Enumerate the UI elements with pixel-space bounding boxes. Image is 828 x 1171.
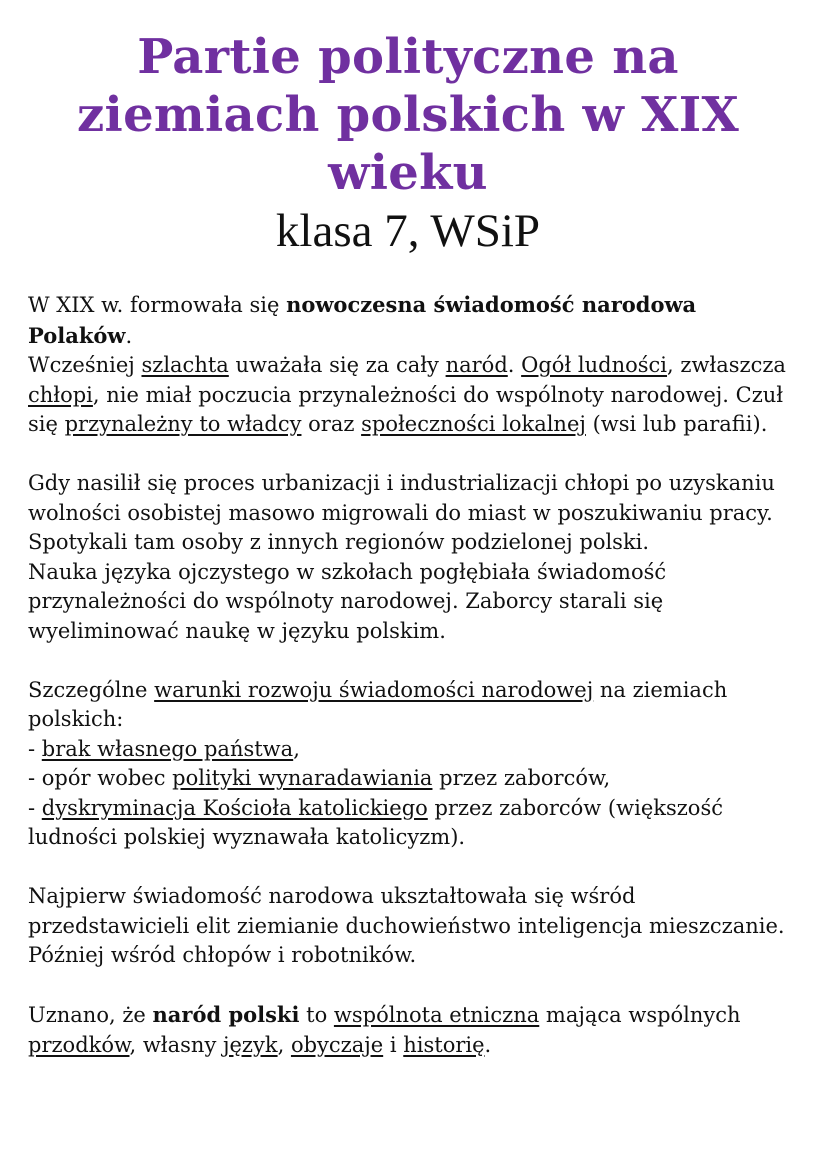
text-segment: . — [484, 1032, 492, 1057]
paragraph-spacer — [28, 440, 788, 470]
text-segment: przez zaborców, — [432, 766, 611, 790]
underlined-term: język — [222, 1032, 278, 1057]
text-segment: Wcześniej — [28, 353, 142, 377]
list-item — [28, 794, 788, 853]
paragraph-language: Nauka języka ojczystego w szkołach pogłębiała świadomość przynależności do wspólnoty narodowej. Zaborcy starali się wyeliminować naukę w języku polskim. — [28, 559, 667, 643]
text-segment: , zwłaszcza — [667, 353, 786, 377]
underlined-term: naród — [445, 353, 508, 377]
page-title — [28, 28, 788, 202]
underlined-term: społeczności lokalnej — [361, 412, 586, 436]
list-item — [28, 735, 788, 765]
underlined-term: wspólnota etniczna — [333, 1003, 540, 1027]
text-segment: Szczególne — [28, 677, 155, 702]
text-segment: przez zaborców (większość ludności polskiej wyznawała katolicyzm). — [28, 795, 723, 849]
text-segment: Uznano, że — [28, 1003, 153, 1027]
text-segment: - — [28, 736, 42, 761]
paragraph-elites: Najpierw świadomość narodowa ukształtowała się wśród przedstawicieli elit ziemianie duchowieństwo inteligencja mieszczanie. Później wśród chłopów i robotników. — [28, 884, 785, 967]
text-segment: oraz — [301, 412, 362, 436]
underlined-term: warunki rozwoju świadomości narodowej — [154, 677, 594, 702]
text-segment: na ziemiach polskich: — [28, 677, 728, 731]
underlined-term: dyskryminacja Kościoła katolickiego — [41, 795, 428, 820]
paragraph-intro — [28, 290, 788, 351]
underlined-term: polityki wynaradawiania — [172, 766, 433, 790]
title-line-1: Partie polityczne na — [137, 29, 679, 85]
text-segment: mająca wspólnych — [539, 1003, 741, 1027]
paragraph-earlier — [28, 351, 788, 440]
paragraph-spacer — [28, 646, 788, 676]
paragraph-spacer — [28, 853, 788, 883]
text-segment: (wsi lub parafii). — [585, 412, 768, 436]
bold-phrase: naród polski — [152, 1002, 300, 1027]
paragraph-nation — [28, 1000, 788, 1060]
document-body — [28, 290, 788, 1060]
underlined-term: przynależny to władcy — [64, 412, 302, 436]
text-segment: , nie miał poczucia przynależności do wspólnoty narodowej. Czuł się — [28, 382, 784, 436]
paragraph-spacer — [28, 971, 788, 1001]
text-segment: - — [28, 795, 42, 820]
page-subtitle: klasa 7, WSiP — [275, 205, 541, 257]
title-line-2: ziemiach polskich w XIX — [76, 87, 740, 143]
list-item — [28, 764, 788, 794]
text-segment: i — [383, 1032, 404, 1057]
text-segment: , — [277, 1032, 291, 1057]
text-segment: . — [125, 323, 133, 348]
underlined-term: Ogół ludności — [521, 353, 668, 377]
text-segment: to — [299, 1003, 334, 1027]
text-segment: - opór wobec — [28, 766, 173, 790]
bold-phrase: nowoczesna świadomość narodowa Polaków — [28, 292, 697, 348]
underlined-term: brak własnego państwa — [41, 736, 294, 761]
paragraph-conditions — [28, 676, 788, 735]
title-line-3: wieku — [328, 145, 488, 201]
text-segment: uważała się za cały — [228, 353, 446, 377]
underlined-term: szlachta — [141, 353, 229, 377]
underlined-term: chłopi — [28, 382, 93, 407]
underlined-term: obyczaje — [290, 1032, 384, 1057]
text-segment: , — [293, 736, 300, 761]
text-segment: . — [507, 353, 522, 377]
underlined-term: historię — [403, 1032, 485, 1057]
text-segment: , własny — [129, 1032, 223, 1057]
underlined-term: przodków — [28, 1032, 130, 1057]
paragraph-urbanization: Gdy nasilił się proces urbanizacji i industrializacji chłopi po uzyskaniu wolności osobistej masowo migrowali do miast w poszukiwaniu pracy. Spotykali tam osoby z innych regionów podzielonej polski. — [28, 471, 775, 554]
text-segment: W XIX w. formowała się — [28, 293, 287, 317]
